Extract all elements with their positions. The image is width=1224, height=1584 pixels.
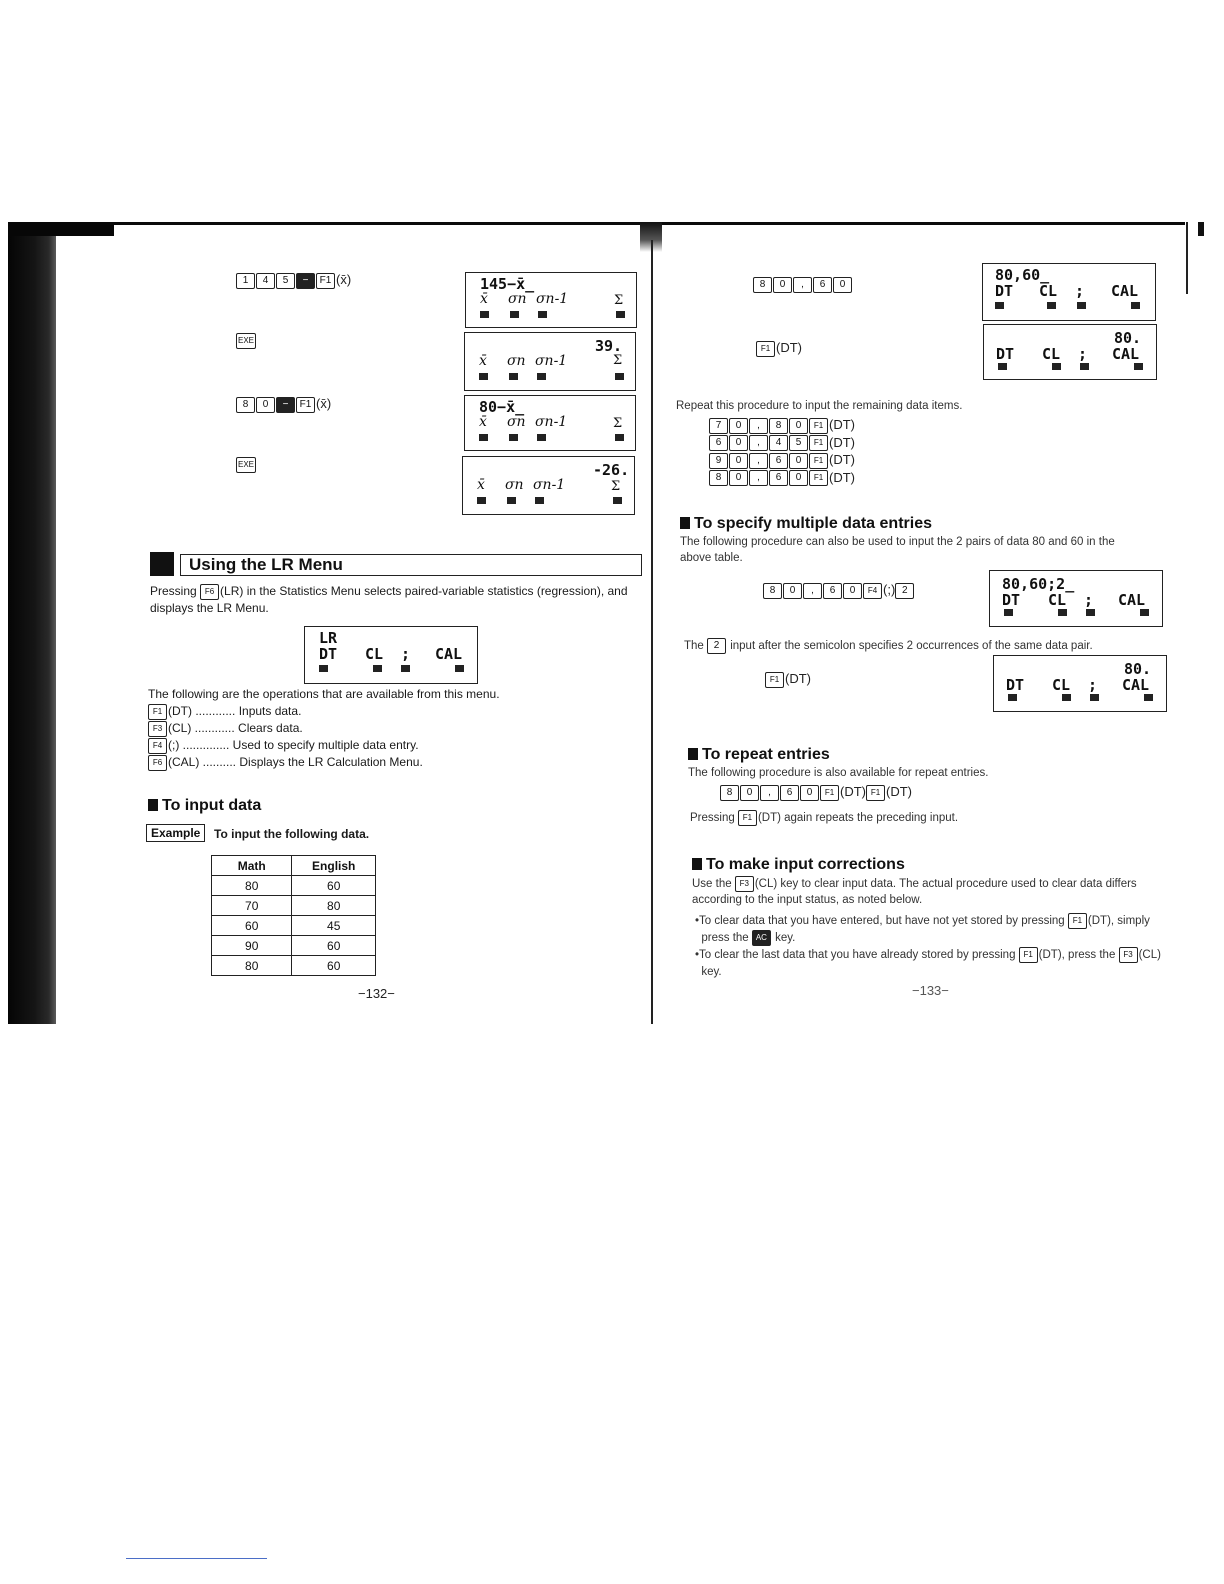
left-page-top-edge [110, 222, 645, 225]
key-sequence-label: (x̄) [316, 396, 332, 411]
lcd-sigma-n: σn [505, 477, 524, 493]
table-cell: 80 [212, 956, 292, 976]
bullet-square-icon [688, 748, 698, 760]
fkey-marker [537, 434, 546, 441]
fkey-marker [537, 373, 546, 380]
op-desc: Used to specify multiple data entry. [232, 738, 419, 752]
fkey-marker [1131, 302, 1140, 309]
lcd-display-1 [465, 272, 637, 328]
bullet1-l2-post: key. [771, 932, 796, 945]
key-sequence-r1 [753, 276, 853, 293]
key: 0 [729, 418, 748, 434]
lcd-display-r4 [993, 655, 1167, 712]
repeat-sequence [709, 469, 855, 487]
key: 0 [789, 453, 808, 469]
ops-item [148, 754, 568, 771]
repeat-sequences [709, 416, 855, 486]
key-8: 8 [236, 397, 255, 413]
lcd-item-cl: CL [1042, 345, 1061, 363]
bullet2-l2: key. [701, 966, 722, 979]
lcd-lr-menu [304, 626, 478, 684]
key-exe: EXE [236, 333, 256, 349]
fkey-marker [1086, 609, 1095, 616]
op-desc: Displays the LR Calculation Menu. [239, 755, 423, 769]
key-f1: F1 [148, 704, 167, 720]
key-1: 1 [236, 273, 255, 289]
key: 0 [740, 785, 759, 801]
repeat-entries-text: The following procedure is also available for repeat entries. [688, 767, 989, 779]
key: 6 [769, 470, 788, 486]
table-header-math: Math [212, 856, 292, 876]
lcd-value: 39. [595, 337, 623, 355]
lcd-item-cal: CAL [1122, 676, 1150, 694]
key: 6 [823, 583, 842, 599]
bullet2-pre: •To clear the last data that you have already stored by pressing [695, 949, 1019, 962]
lcd-value: -26. [593, 461, 630, 479]
key-sequence-2 [236, 332, 257, 349]
key: 8 [769, 418, 788, 434]
key-f1: F1 [756, 341, 775, 357]
key-sequence-label: (DT) [829, 434, 855, 450]
right-page-top-edge [651, 222, 1185, 225]
example-text: To input the following data. [214, 827, 370, 841]
key-2: 2 [707, 638, 726, 654]
fkey-marker [1052, 363, 1061, 370]
key-ac: AC [752, 930, 771, 946]
key-f4: F4 [148, 738, 167, 754]
key-f1: F1 [809, 435, 828, 451]
lcd-sum: Σ [613, 416, 623, 431]
key: 6 [769, 453, 788, 469]
lcd-item-cal: CAL [1118, 591, 1146, 609]
lcd-line1: 80−x̄_ [479, 398, 525, 416]
bullet-square-icon [692, 858, 702, 870]
key-f1: F1 [809, 470, 828, 486]
key-sequence-label: (DT) [785, 671, 811, 686]
lcd-sum: Σ [611, 479, 621, 494]
table-row [212, 876, 376, 896]
lcd-line1: 145−x̄_ [480, 275, 535, 293]
key: , [749, 435, 768, 451]
fkey-marker [480, 311, 489, 318]
lcd-item-semicolon: ; [1078, 345, 1088, 363]
ops-intro: The following are the operations that are available from this menu. [148, 687, 500, 701]
fkey-marker [509, 434, 518, 441]
table-cell: 60 [292, 936, 376, 956]
section-title-lr-menu [150, 550, 634, 578]
bullet2-mid: (DT), press the [1038, 949, 1119, 962]
op-dots: ............ [191, 721, 239, 735]
fkey-marker [479, 373, 488, 380]
corr-line1: (CL) key to clear input data. The actual procedure used to clear data differs [754, 878, 1137, 891]
op-name: (DT) [168, 704, 192, 718]
key-sequence-label: (x̄) [336, 272, 352, 287]
key-5: 5 [276, 273, 295, 289]
key-f1: F1 [316, 273, 335, 289]
fkey-marker [1134, 363, 1143, 370]
key: 6 [780, 785, 799, 801]
note-text: input after the semicolon specifies 2 occurrences of the same data pair. [727, 640, 1093, 653]
key-sequence-1 [236, 272, 351, 289]
fkey-marker [373, 665, 382, 672]
lcd-value: 80. [1114, 329, 1142, 347]
fkey-marker [995, 302, 1004, 309]
table-row [212, 936, 376, 956]
lcd-sigma-n1: σn-1 [536, 291, 569, 307]
lcd-item-dt: DT [1002, 591, 1021, 609]
key-f1: F1 [296, 397, 315, 413]
op-desc: Clears data. [238, 721, 303, 735]
key-sequence-3 [236, 396, 331, 413]
bullet-1 [695, 913, 1181, 947]
heading-text: To repeat entries [702, 746, 830, 763]
bullet-square-icon [148, 799, 158, 811]
key: 8 [763, 583, 782, 599]
key: , [803, 583, 822, 599]
key-sequence-label: (DT) [840, 784, 866, 799]
fkey-marker [613, 497, 622, 504]
ops-list [148, 703, 568, 771]
intro-pre: Pressing [150, 584, 201, 598]
section-marker-icon [150, 552, 174, 576]
bullet1-l2-pre: press the [701, 932, 752, 945]
semicolon-note [684, 638, 1174, 654]
key-4: 4 [256, 273, 275, 289]
lcd-item-cal: CAL [435, 645, 463, 663]
key-sequence-label: (DT) [829, 452, 855, 468]
key-sequence-label: (DT) [886, 784, 912, 799]
fkey-marker [1008, 694, 1017, 701]
again-pre: Pressing [690, 812, 738, 825]
op-dots: .......... [199, 755, 240, 769]
lcd-item-cl: CL [365, 645, 384, 663]
lcd-sigma-n1: σn-1 [535, 414, 568, 430]
key-f1: F1 [809, 453, 828, 469]
lcd-xbar: x̄ [477, 477, 485, 493]
fkey-marker [1080, 363, 1089, 370]
key-6: 6 [813, 277, 832, 293]
key: , [749, 453, 768, 469]
table-row [212, 956, 376, 976]
table-cell: 45 [292, 916, 376, 936]
intro-paragraph [150, 583, 640, 616]
again-text [690, 810, 1170, 826]
key-0: 0 [833, 277, 852, 293]
key-2: 2 [895, 583, 914, 599]
lcd-item-dt: DT [995, 282, 1014, 300]
corrections-text [692, 876, 1178, 908]
key-sequence-repeat [720, 784, 912, 801]
note-pre: The [684, 640, 708, 653]
lcd-item-cl: CL [1048, 591, 1067, 609]
section-title-text: Using the LR Menu [180, 554, 642, 576]
heading-input-data [148, 797, 261, 815]
key-f6: F6 [148, 755, 167, 771]
key-f1: F1 [820, 785, 839, 801]
key-f1: F1 [1068, 913, 1087, 929]
again-post: (DT) again repeats the preceding input. [757, 812, 959, 825]
key-minus: − [296, 273, 315, 289]
fkey-marker [319, 665, 328, 672]
center-fold [651, 240, 653, 1024]
fkey-marker [1058, 609, 1067, 616]
lcd-sigma-n: σn [508, 291, 527, 307]
repeat-sequence [709, 451, 855, 469]
lcd-display-4 [462, 456, 635, 515]
lcd-xbar: x̄ [480, 291, 488, 307]
data-table [211, 855, 376, 976]
multi-text-line1: The following procedure can also be used to input the 2 pairs of data 80 and 60 in the [680, 536, 1115, 548]
example-badge: Example [146, 824, 205, 842]
key-comma: , [793, 277, 812, 293]
table-cell: 60 [292, 956, 376, 976]
key-f3: F3 [735, 876, 754, 892]
book-right-edge-tick [1198, 222, 1204, 236]
table-cell: 80 [212, 876, 292, 896]
key: 0 [789, 470, 808, 486]
op-dots: ............ [192, 704, 239, 718]
table-cell: 90 [212, 936, 292, 956]
fkey-marker [1090, 694, 1099, 701]
lcd-item-cal: CAL [1111, 282, 1139, 300]
key-0: 0 [773, 277, 792, 293]
heading-multiple-entries [680, 515, 932, 533]
lcd-line1: LR [319, 629, 338, 647]
key-sequence-r3 [765, 671, 811, 688]
key: , [749, 470, 768, 486]
key-sequence-label: (DT) [829, 469, 855, 485]
key-sequence-4 [236, 456, 257, 473]
key-f6: F6 [200, 584, 219, 600]
lcd-display-r1 [982, 263, 1156, 321]
key-f1: F1 [866, 785, 885, 801]
key: 0 [729, 453, 748, 469]
lcd-item-dt: DT [1006, 676, 1025, 694]
corr-line2: according to the input status, as noted below. [692, 894, 923, 907]
repeat-sequence [709, 416, 855, 434]
fkey-marker [510, 311, 519, 318]
intro-line1: (LR) in the Statistics Menu selects paired-variable statistics (regression), and [220, 584, 628, 598]
lcd-item-cl: CL [1039, 282, 1058, 300]
table-header-row [212, 856, 376, 876]
page-number-left: −132− [358, 986, 395, 1001]
lcd-sum: Σ [614, 293, 624, 308]
fkey-marker [509, 373, 518, 380]
ops-item [148, 703, 568, 720]
page-number-right: −133− [912, 983, 949, 998]
bullet-2 [695, 947, 1181, 981]
key: 5 [789, 435, 808, 451]
key-sequence-label: (DT) [829, 417, 855, 432]
table-row [212, 916, 376, 936]
fkey-marker [1077, 302, 1086, 309]
lcd-line1: 80,60_ [995, 266, 1050, 284]
heading-text: To input data [162, 797, 262, 814]
heading-input-corrections [692, 856, 905, 874]
fkey-marker [538, 311, 547, 318]
op-name: (CL) [168, 721, 192, 735]
key: 8 [709, 470, 728, 486]
lcd-item-semicolon: ; [401, 645, 411, 663]
key-sequence-r2 [756, 340, 802, 357]
key-f1: F1 [765, 672, 784, 688]
lcd-item-dt: DT [319, 645, 338, 663]
key-sequence-label: (DT) [776, 340, 802, 355]
book-left-edge [8, 222, 56, 1024]
key-f3: F3 [1119, 947, 1138, 963]
lcd-sigma-n1: σn-1 [535, 353, 568, 369]
heading-text: To specify multiple data entries [694, 515, 932, 532]
lcd-sigma-n1: σn-1 [533, 477, 566, 493]
multi-text-line2: above table. [680, 552, 743, 564]
key-0: 0 [256, 397, 275, 413]
lcd-xbar: x̄ [479, 353, 487, 369]
fkey-marker [1144, 694, 1153, 701]
key: 8 [720, 785, 739, 801]
footer-link-underline [126, 1558, 267, 1559]
key: 0 [843, 583, 862, 599]
book-left-edge-lip [8, 222, 114, 236]
fkey-marker [615, 373, 624, 380]
key: 0 [729, 435, 748, 451]
key: 0 [783, 583, 802, 599]
key: 6 [709, 435, 728, 451]
bullet-square-icon [680, 517, 690, 529]
fkey-marker [1062, 694, 1071, 701]
bullet1-pre: •To clear data that you have entered, but have not yet stored by pressing [695, 915, 1068, 928]
table-cell: 60 [292, 876, 376, 896]
lcd-item-semicolon: ; [1075, 282, 1085, 300]
table-header-english: English [292, 856, 376, 876]
lcd-line1: 80,60;2_ [1002, 575, 1075, 593]
lcd-item-cl: CL [1052, 676, 1071, 694]
lcd-item-semicolon: ; [1088, 676, 1098, 694]
key-exe: EXE [236, 457, 256, 473]
lcd-value: 80. [1124, 660, 1152, 678]
corr-pre: Use the [692, 878, 735, 891]
repeat-sequence [709, 434, 855, 452]
key-8: 8 [753, 277, 772, 293]
lcd-item-semicolon: ; [1084, 591, 1094, 609]
lcd-sum: Σ [613, 353, 623, 368]
heading-repeat-entries [688, 746, 830, 764]
lcd-sigma-n: σn [507, 353, 526, 369]
key-f1: F1 [1019, 947, 1038, 963]
fkey-marker [535, 497, 544, 504]
lcd-xbar: x̄ [479, 414, 487, 430]
table-row [212, 896, 376, 916]
lcd-display-r2 [983, 324, 1157, 380]
repeat-procedure-text: Repeat this procedure to input the remaining data items. [676, 400, 963, 412]
key: , [760, 785, 779, 801]
fkey-marker [477, 497, 486, 504]
fkey-marker [479, 434, 488, 441]
fkey-marker [615, 434, 624, 441]
key-f1: F1 [809, 418, 828, 434]
table-cell: 70 [212, 896, 292, 916]
table-cell: 80 [292, 896, 376, 916]
op-name: (CAL) [168, 755, 200, 769]
key: , [749, 418, 768, 434]
key-sequence-multiple [763, 582, 915, 599]
ops-item [148, 737, 568, 754]
lcd-display-2 [464, 332, 636, 391]
lcd-sigma-n: σn [507, 414, 526, 430]
key: 9 [709, 453, 728, 469]
fkey-marker [401, 665, 410, 672]
fkey-marker [1047, 302, 1056, 309]
key-f1: F1 [738, 810, 757, 826]
lcd-item-cal: CAL [1112, 345, 1140, 363]
table-cell: 60 [212, 916, 292, 936]
key-f4: F4 [863, 583, 882, 599]
op-name: (;) [168, 738, 180, 752]
multiple-entries-text [680, 534, 1180, 566]
intro-line2: displays the LR Menu. [150, 600, 269, 615]
heading-text: To make input corrections [706, 856, 905, 873]
fkey-marker [507, 497, 516, 504]
fkey-marker [998, 363, 1007, 370]
key-minus: − [276, 397, 295, 413]
ops-item [148, 720, 568, 737]
op-dots: .............. [179, 738, 233, 752]
fkey-marker [616, 311, 625, 318]
lcd-display-r3 [989, 570, 1163, 627]
op-desc: Inputs data. [238, 704, 302, 718]
key: 0 [789, 418, 808, 434]
key: 7 [709, 418, 728, 434]
bullet1-post: (DT), simply [1087, 915, 1150, 928]
key-sequence-label: (;) [883, 582, 896, 597]
key: 0 [800, 785, 819, 801]
key-f3: F3 [148, 721, 167, 737]
key: 4 [769, 435, 788, 451]
key: 0 [729, 470, 748, 486]
bullet2-post: (CL) [1138, 949, 1161, 962]
lcd-display-3 [464, 395, 636, 451]
fkey-marker [1004, 609, 1013, 616]
fkey-marker [1140, 609, 1149, 616]
lcd-item-dt: DT [996, 345, 1015, 363]
fkey-marker [455, 665, 464, 672]
